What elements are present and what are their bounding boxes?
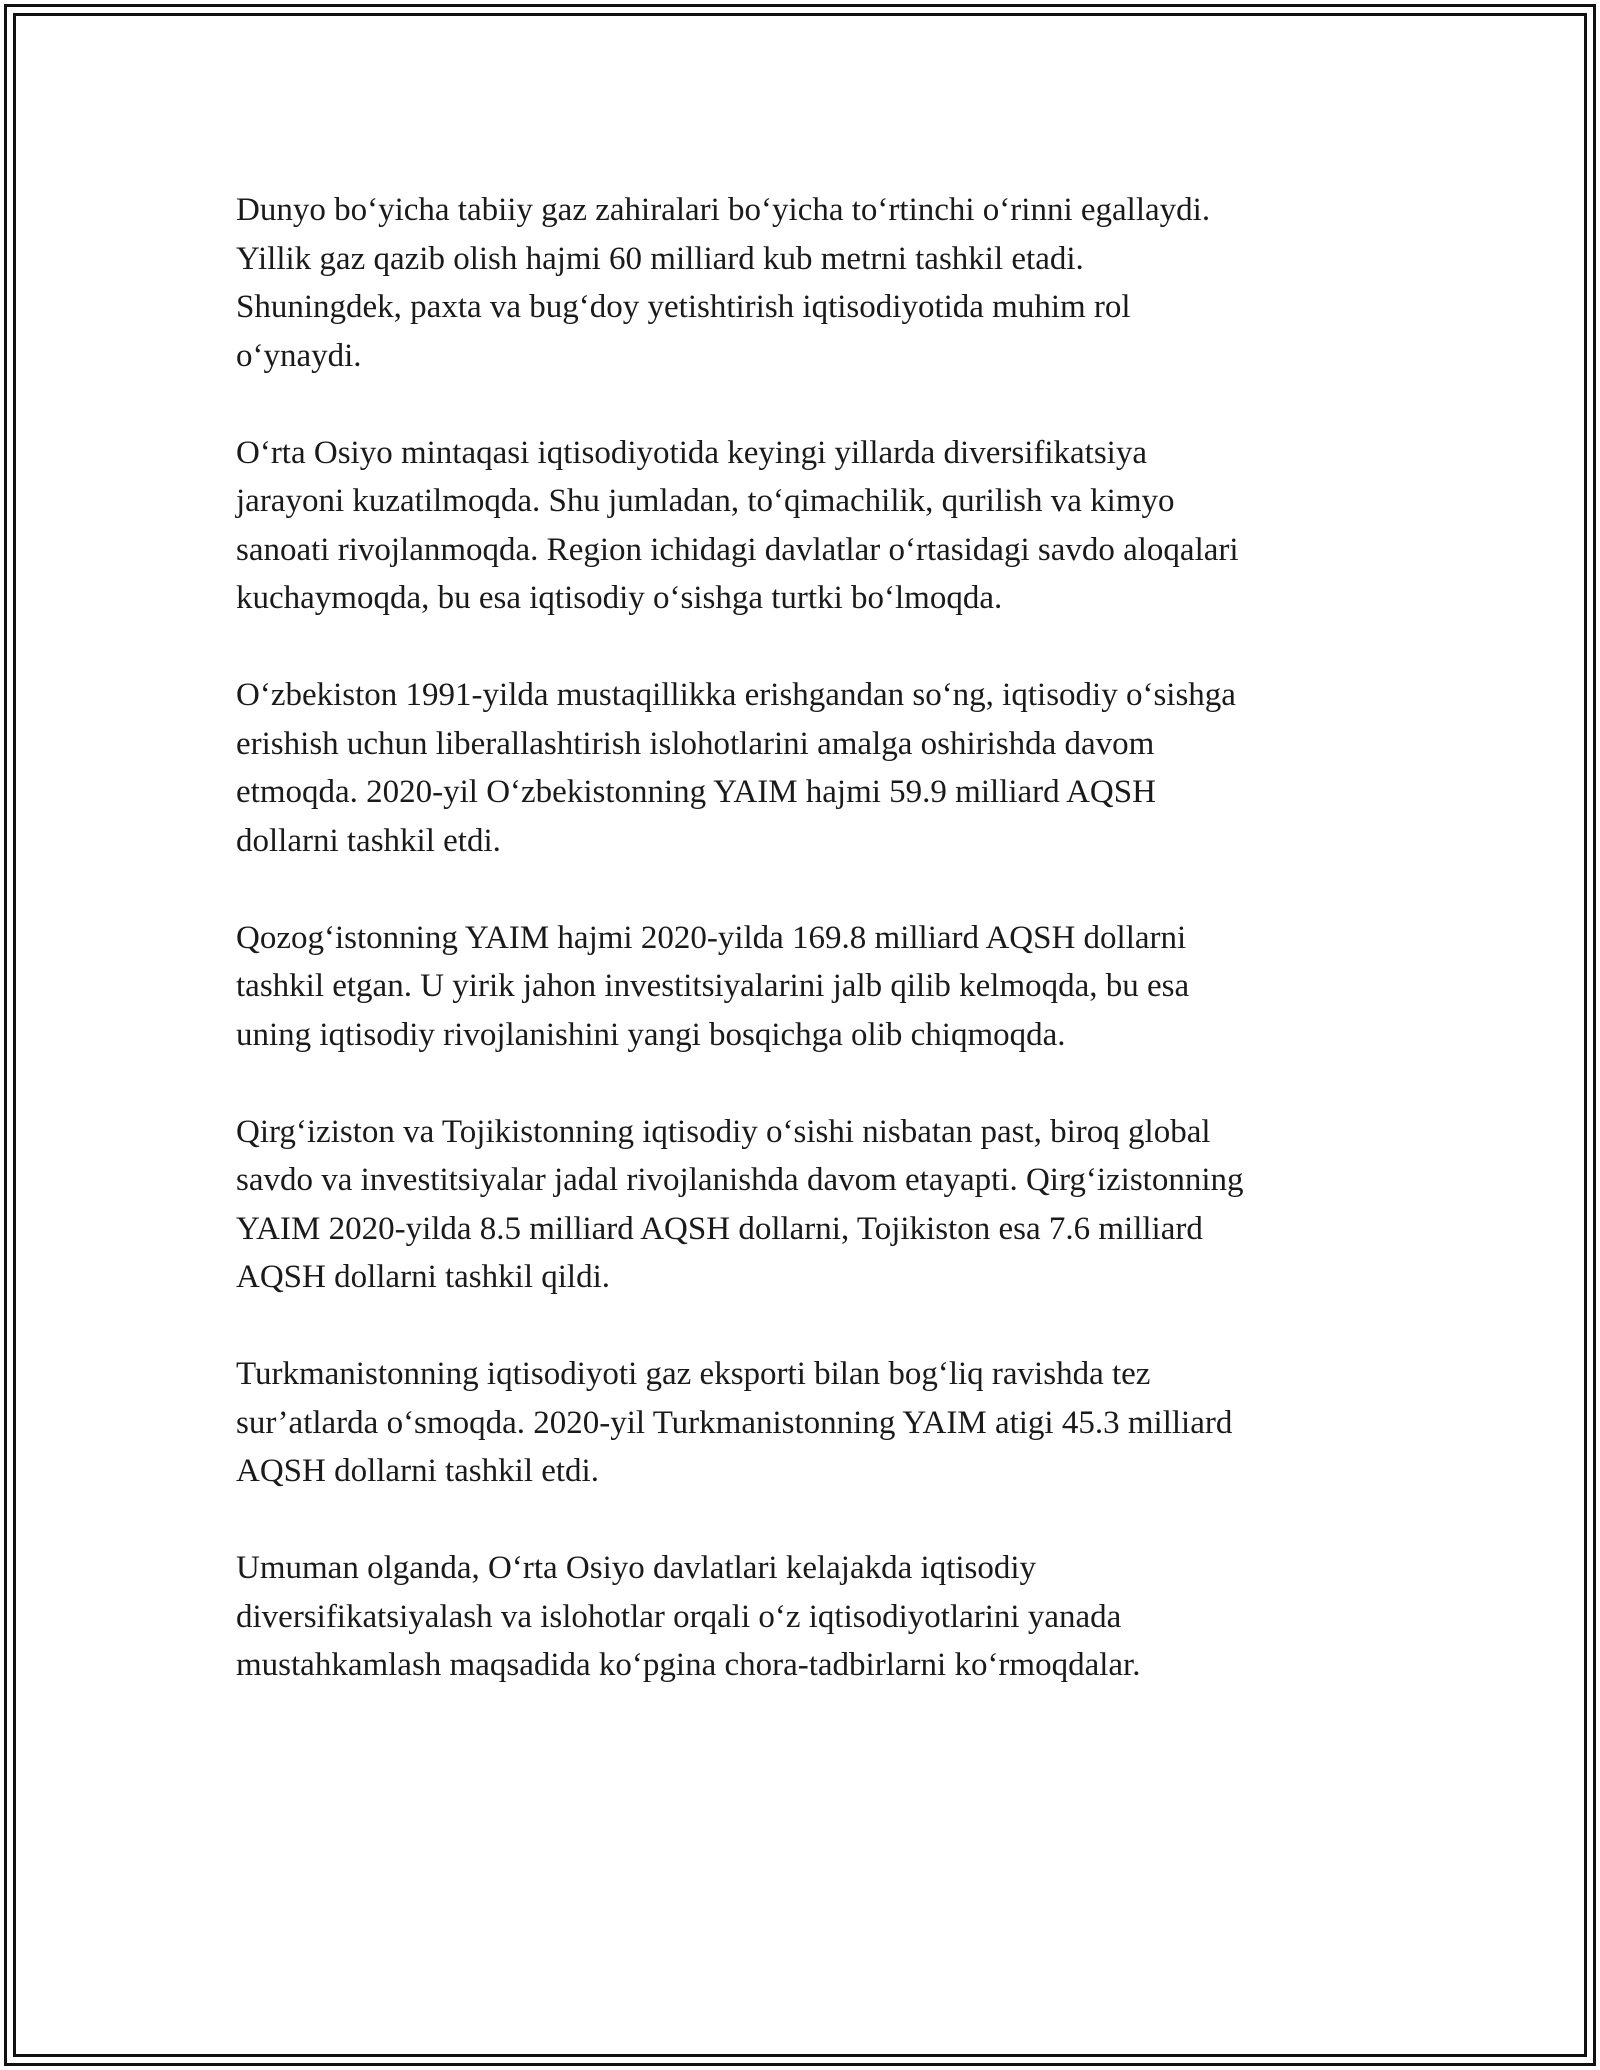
- paragraph-turkmenistan: Turkmanistonning iqtisodiyoti gaz eksporti bilan bog‘liq ravishda tez sur’atlarda o‘smoqda. 2020-yil Turkmanistonning YAIM atigi 45.3 milliard AQSH dollarni tashkil etdi.: [236, 1356, 1233, 1489]
- paragraph-conclusion: Umuman olganda, O‘rta Osiyo davlatlari kelajakda iqtisodiy diversifikatsiyalash va islohotlar orqali o‘z iqtisodiyotlarini yanada mustahkamlash maqsadida ko‘pgina chora-tadbirlarni ko‘rmoqdalar.: [236, 1550, 1141, 1683]
- paragraph-uzbekistan: O‘zbekiston 1991-yilda mustaqillikka erishgandan so‘ng, iqtisodiy o‘sishga erishish uchun liberallashtirish islohotlarini amalga oshirishda davom etmoqda. 2020-yil O‘zbekistonning YAIM hajmi 59.9 milliard AQSH dollarni tashkil etdi.: [236, 677, 1236, 859]
- document-body: [236, 186, 1376, 1738]
- paragraph-gas-reserves: Dunyo bo‘yicha tabiiy gaz zahiralari bo‘yicha to‘rtinchi o‘rinni egallaydi. Yillik gaz qazib olish hajmi 60 milliard kub metrni tashkil etadi. Shuningdek, paxta va bug‘doy yetishtirish iqtisodiyotida muhim rol o‘ynaydi.: [236, 192, 1211, 374]
- paragraph-kazakhstan: Qozog‘istonning YAIM hajmi 2020-yilda 169.8 milliard AQSH dollarni tashkil etgan. U yirik jahon investitsiyalarini jalb qilib kelmoqda, bu esa uning iqtisodiy rivojlanishini yangi bosqichga olib chiqmoqda.: [236, 919, 1190, 1053]
- paragraph-kyrgyzstan-tajikistan: Qirg‘iziston va Tojikistonning iqtisodiy o‘sishi nisbatan past, biroq global savdo va investitsiyalar jadal rivojlanishda davom etayapti. Qirg‘izistonning YAIM 2020-yilda 8.5 milliard AQSH dollarni, Tojikiston esa 7.6 milliard AQSH dollarni tashkil qildi.: [236, 1113, 1244, 1295]
- paragraph-regional-diversification: O‘rta Osiyo mintaqasi iqtisodiyotida keyingi yillarda diversifikatsiya jarayoni kuzatilmoqda. Shu jumladan, to‘qimachilik, qurilish va kimyo sanoati rivojlanmoqda. Region ichidagi davlatlar o‘rtasidagi savdo aloqalari kuchaymoqda, bu esa iqtisodiy o‘sishga turtki bo‘lmoqda.: [236, 434, 1239, 616]
